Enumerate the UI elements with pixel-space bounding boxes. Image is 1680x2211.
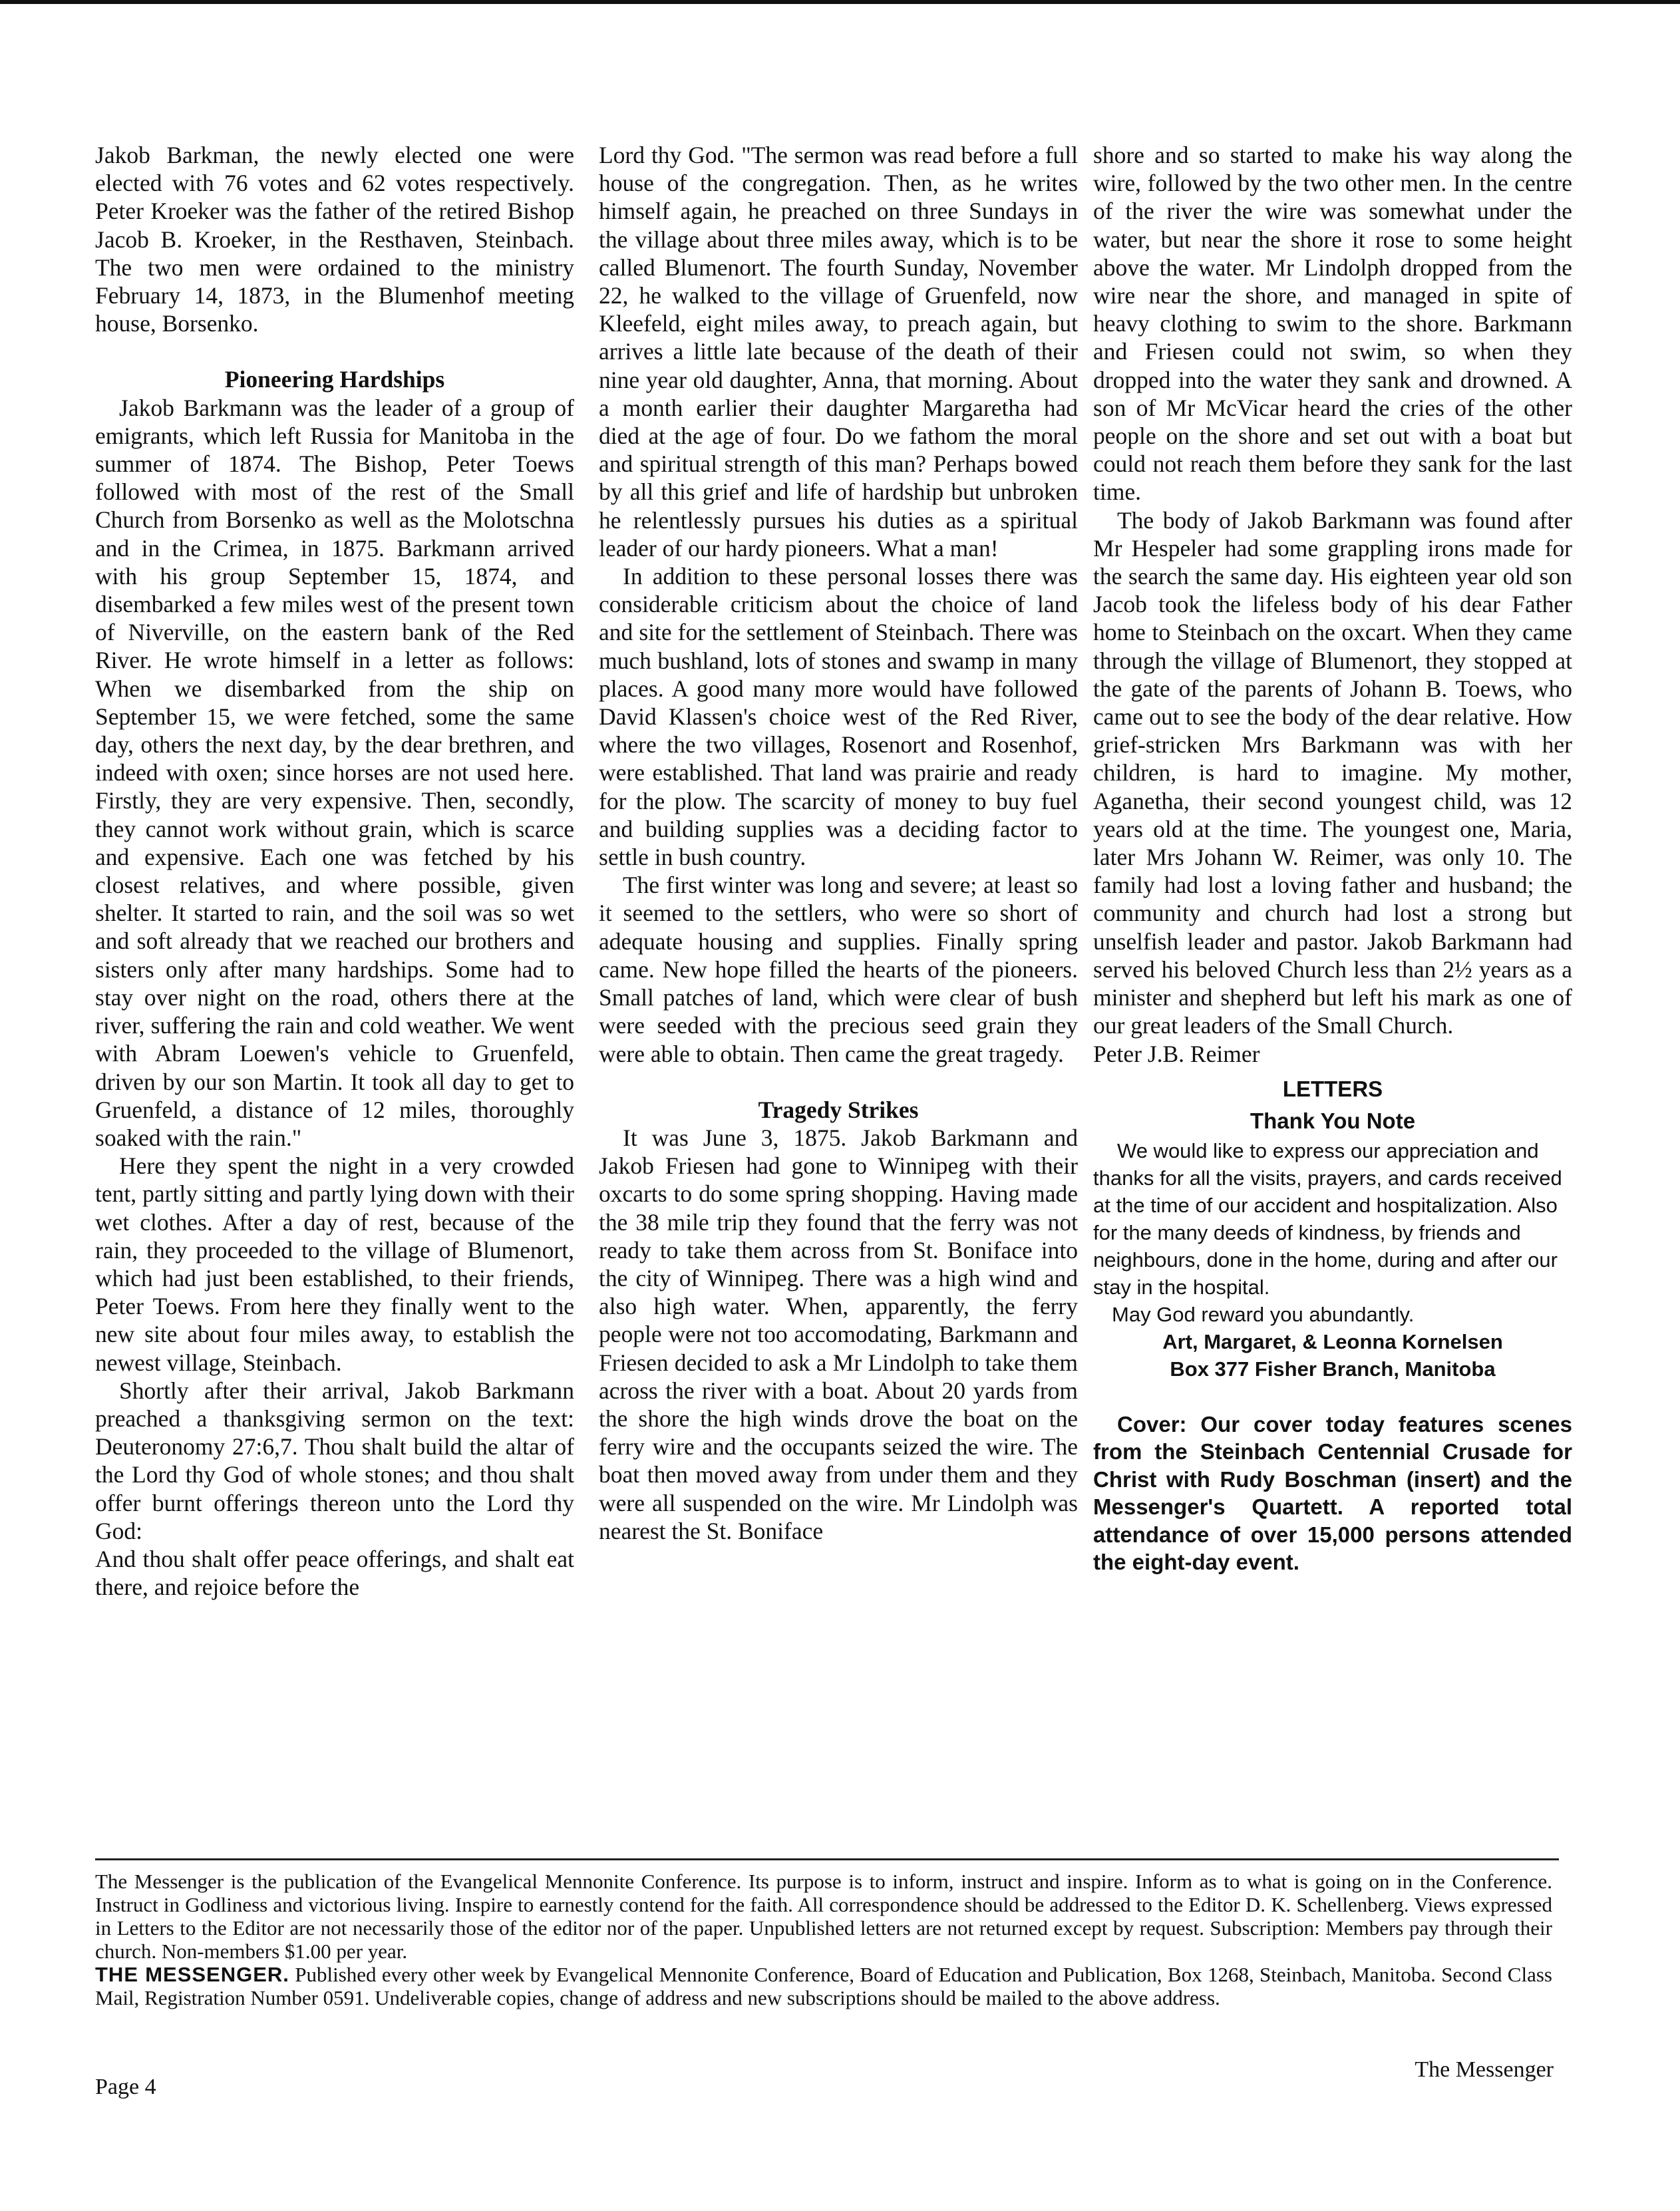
- cover-note-text: Cover: Our cover today features scenes from the Steinbach Centennial Crusade for Christ with Rudy Boschman (insert) and the Messenger's Quartett. A reported total attendance of over 15,000 persons attended the eight-day event.: [1093, 1411, 1572, 1575]
- author-signature: Peter J.B. Reimer: [1093, 1040, 1260, 1067]
- col3-paragraph-2: The body of Jakob Barkmann was found after Mr Hespeler had some grappling irons made for the search the same day. His eighteen year old son Jacob took the lifeless body of his dear Father home to Steinbach on the oxcart. When they came through the village of Blumenort, they stopped at the gate of the parents of Johann B. Toews, who came out to see the body of the dear relative. How grief-stricken Mrs Barkmann was with her children, is hard to imagine. My mother, Aganetha, their second youngest child, was 12 years old at the time. The youngest one, Maria, later Mrs Johann W. Reimer, was only 10. The family had lost a loving father and husband; the community and church had lost a strong but unselfish leader and pastor. Jakob Barkmann had served his beloved Church less than 2½ years as a minister and shepherd but left his mark as one of our great leaders of the Small Church.: [1093, 506, 1572, 1039]
- col2-paragraph-2: In addition to these personal losses there was considerable criticism about the choice of land and site for the settlement of Steinbach. There was much bushland, lots of stones and swamp in many places. A good many more would have followed David Klassen's choice west of the Red River, where the two villages, Rosenort and Rosenhof, were established. That land was prairie and ready for the plow. The scarcity of money to buy fuel and building supplies was a deciding factor to settle in bush country.: [599, 563, 1078, 871]
- footer-about: The Messenger is the publication of the Evangelical Mennonite Conference. Its purpose is to inform, instruct and inspire. Inform as to what is going on in the Conference. Instruct in Godliness and victorious living. Inspire to earnestly contend for the faith. All correspondence should be addressed to the Editor D. K. Schellenberg. Views expressed in Letters to the Editor are not necessarily those of the editor nor of the paper. Unpublished letters are not returned except by request. Subscription: Members pay through their church. Non-members $1.00 per year.: [95, 1870, 1552, 1963]
- letter-body: We would like to express our appreciation and thanks for all the visits, prayers, and cards received at the time of our accident and hospitalization. Also for the many deeds of kindness, by friends and neighbours, done in the home, during and after our stay in the hospital.: [1093, 1138, 1562, 1299]
- footer-info: [95, 1870, 1552, 2009]
- column-1: [95, 141, 574, 1601]
- heading-pioneering-hardships: Pioneering Hardships: [224, 366, 445, 393]
- col1-paragraph-5: And thou shalt offer peace offerings, and shalt eat there, and rejoice before the: [95, 1545, 574, 1601]
- footer-divider: [95, 1858, 1559, 1860]
- col1-paragraph-2: Jakob Barkmann was the leader of a group of emigrants, which left Russia for Manitoba in the summer of 1874. The Bishop, Peter Toews followed with most of the rest of the Small Church from Borsenko as well as the Molotschna and in the Crimea, in 1875. Barkmann arrived with his group September 15, 1874, and disembarked a few miles west of the present town of Niverville, on the eastern bank of the Red River. He wrote himself in a letter as follows: When we disembarked from the ship on September 15, we were fetched, some the same day, others the next day, by the dear brethren, and indeed with oxen; since horses are not used here. Firstly, they are very expensive. Then, secondly, they cannot work without grain, which is scarce and expensive. Each one was fetched by his closest relatives, and where possible, given shelter. It started to rain, and the soil was so wet and soft already that we reached our brothers and sisters only after many hardships. Some had to stay over night on the road, others there at the river, suffering the rain and cold weather. We went with Abram Loewen's vehicle to Gruenfeld, driven by our son Martin. It took all day to get to Gruenfeld, a distance of 12 miles, thoroughly soaked with the rain.": [95, 394, 574, 1151]
- masthead-name: THE MESSENGER.: [95, 1963, 289, 1986]
- col1-paragraph-1: Jakob Barkman, the newly elected one were elected with 76 votes and 62 votes respectively. Peter Kroeker was the father of the retired Bishop Jacob B. Kroeker, in the Resthaven, Steinbach. The two men were ordained to the ministry February 14, 1873, in the Blumenhof meeting house, Borsenko.: [95, 142, 574, 337]
- thank-you-letter: [1093, 1137, 1572, 1383]
- col2-paragraph-1: Lord thy God. "The sermon was read before a full house of the congregation. Then, as he writes himself again, he preached on three Sundays in the village about three miles away, which is to be called Blumenort. The fourth Sunday, November 22, he walked to the village of Gruenfeld, now Kleefeld, eight miles away, to preach again, but arrives a little late because of the death of their nine year old daughter, Anna, that morning. About a month earlier their daughter Margaretha had died at the age of four. Do we fathom the moral and spiritual strength of this man? Perhaps bowed by all this grief and life of hardship but unbroken he relentlessly pursues his duties as a spiritual leader of our hardy pioneers. What a man!: [599, 142, 1078, 562]
- col1-paragraph-4: Shortly after their arrival, Jakob Barkmann preached a thanksgiving sermon on the text: Deuteronomy 27:6,7. Thou shalt build the altar of the Lord thy God of whole stones; and thou shalt offer burnt offerings thereon unto the Lord thy God:: [95, 1377, 574, 1544]
- letter-address: Box 377 Fisher Branch, Manitoba: [1170, 1357, 1496, 1381]
- masthead-text: Published every other week by Evangelical Mennonite Conference, Board of Education and Publication, Box 1268, Steinbach, Manitoba. Second Class Mail, Registration Number 0591. Undeliverable copies, change of address and new subscriptions should be mailed to the above address.: [95, 1963, 1552, 2009]
- letter-closing: May God reward you abundantly.: [1112, 1302, 1415, 1326]
- letters-heading: LETTERS: [1282, 1076, 1383, 1101]
- col3-paragraph-1: shore and so started to make his way along the wire, followed by the two other men. In the centre of the river the wire was somewhat under the water, but near the shore it rose to some height above the water. Mr Lindolph dropped from the wire near the shore, and managed in spite of heavy clothing to swim to the shore. Barkmann and Friesen could not swim, so when they dropped into the water they sank and drowned. A son of Mr McVicar heard the cries of the other people on the shore and set out with a boat but could not reach them before they sank for the last time.: [1093, 142, 1572, 506]
- col1-paragraph-3: Here they spent the night in a very crowded tent, partly sitting and partly lying down with their wet clothes. After a day of rest, because of the rain, they proceeded to the village of Blumenort, which had just been established, to their friends, Peter Toews. From here they finally went to the new site about four miles away, to establish the newest village, Steinbach.: [95, 1152, 574, 1376]
- col2-paragraph-3: The first winter was long and severe; at least so it seemed to the settlers, who were so short of adequate housing and supplies. Finally spring came. New hope filled the hearts of the pioneers. Small patches of land, which were clear of bush were seeded with the precious seed grain they were able to obtain. Then came the great tragedy.: [599, 872, 1078, 1067]
- heading-tragedy-strikes: Tragedy Strikes: [758, 1096, 919, 1123]
- thank-you-heading: Thank You Note: [1250, 1108, 1416, 1133]
- letter-names: Art, Margaret, & Leonna Kornelsen: [1162, 1329, 1503, 1353]
- column-2: [599, 141, 1078, 1545]
- page-number: Page 4: [95, 2075, 156, 2099]
- cover-note: [1093, 1411, 1572, 1576]
- publication-name: The Messenger: [1415, 2057, 1554, 2082]
- column-3: [1093, 141, 1572, 1576]
- footer-masthead: [95, 1963, 1552, 2009]
- top-border-rule: [0, 0, 1680, 4]
- col2-paragraph-4: It was June 3, 1875. Jakob Barkmann and Jakob Friesen had gone to Winnipeg with their oxcarts to do some spring shopping. Having made the 38 mile trip they found that the ferry was not ready to take them across from St. Boniface into the city of Winnipeg. There was a high wind and also high water. When, apparently, the ferry people were not too accomodating, Barkmann and Friesen decided to ask a Mr Lindolph to take them across the river with a boat. About 20 yards from the shore the high winds drove the boat on the ferry wire and the occupants seized the wire. The boat then moved away from under them and they were all suspended on the wire. Mr Lindolph was nearest the St. Boniface: [599, 1124, 1078, 1544]
